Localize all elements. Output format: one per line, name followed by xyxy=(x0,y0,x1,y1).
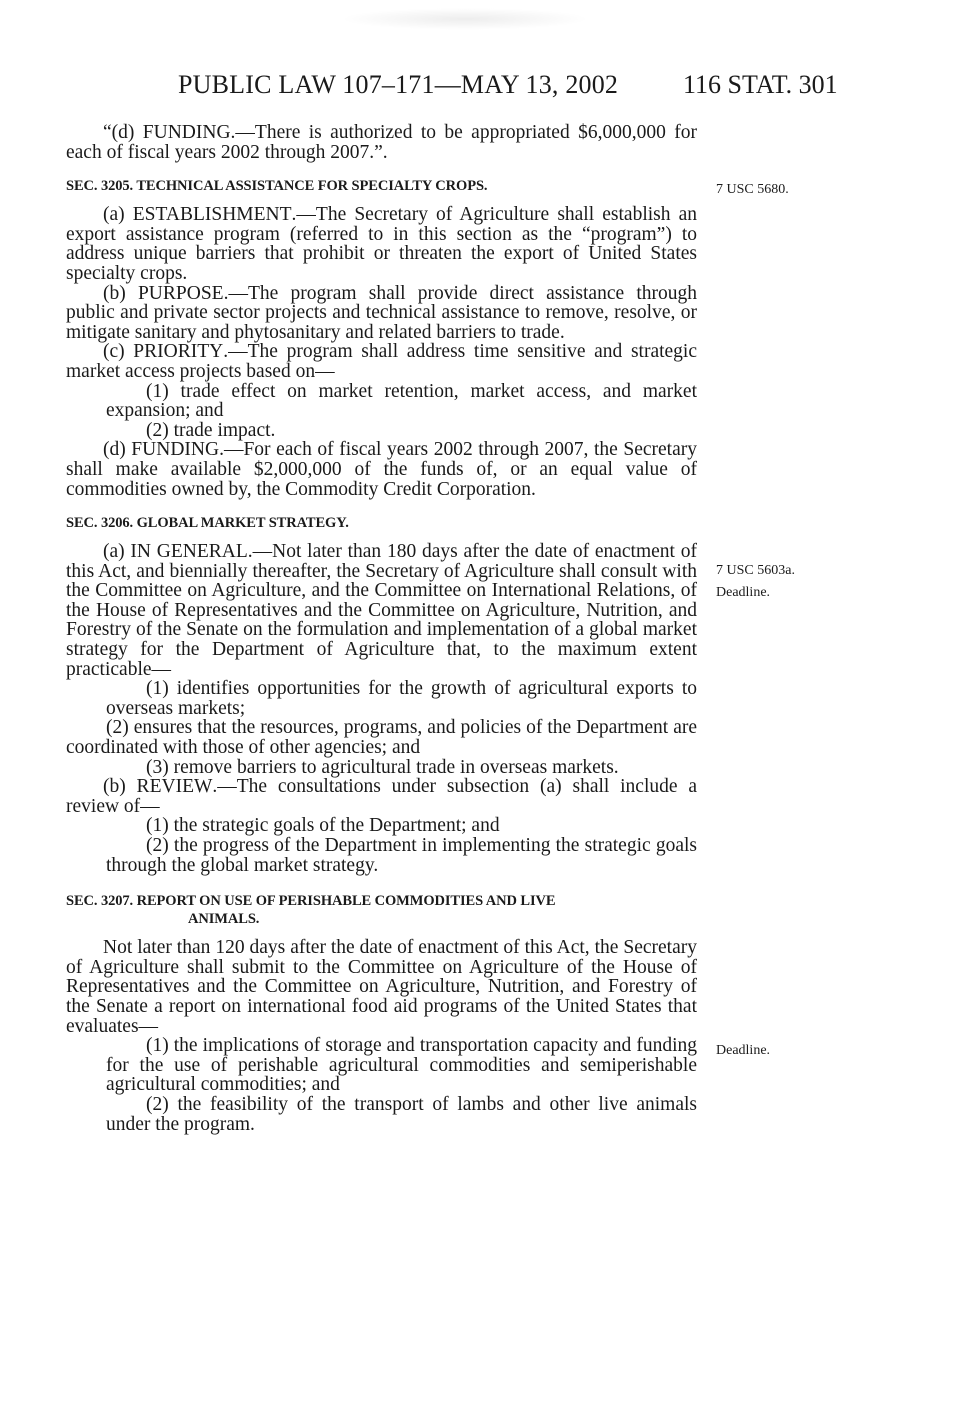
scan-smudge xyxy=(340,8,590,30)
section-heading-3206: SEC. 3206. GLOBAL MARKET STRATEGY. xyxy=(66,515,349,532)
margin-note-3206: 7 USC 5603a. xyxy=(716,563,795,578)
sec3205-priority-item-2: (2) trade impact. xyxy=(146,419,276,441)
deadline-note-3206: Deadline. xyxy=(716,585,771,600)
sec3206-in-general: (a) IN GENERAL.—Not later than 180 days after the date of enactment of this Act, and biennially thereafter, the Secretary of Agriculture shall consult with the Committee on Agriculture, and the Committee on International Relations, of the House of Representatives and the Committee on Agriculture, Nutrition, and Forestry of the Senate on the formulation and implementation of a global market strategy for the Department of Agriculture that, to the maximum extent practicable— xyxy=(66,541,697,680)
sec3207-item-2: (2) the feasibility of the transport of lambs and other live animals under the program. xyxy=(106,1093,697,1135)
section-heading-3205: SEC. 3205. TECHNICAL ASSISTANCE FOR SPECIALTY CROPS. xyxy=(66,178,488,195)
document-body xyxy=(66,123,697,1134)
section-heading-3207 xyxy=(66,892,697,928)
section-heading-3207-line2: ANIMALS. xyxy=(188,911,260,928)
margin-note-3205: 7 USC 5680. xyxy=(716,182,789,197)
sec3206-review-item-1: (1) the strategic goals of the Department; and xyxy=(146,815,500,837)
sec3207-item-1: (1) the implications of storage and transportation capacity and funding for the use of perishable agricultural commodities and semiperishable agricultural commodities; and xyxy=(106,1035,697,1096)
sec3205-priority: (c) PRIORITY.—The program shall address time sensitive and strategic market access projects based on— xyxy=(66,341,697,382)
sec3206-item-3: (3) remove barriers to agricultural trade in overseas markets. xyxy=(146,756,619,778)
section-heading-3207-line1: SEC. 3207. REPORT ON USE OF PERISHABLE COMMODITIES AND LIVE xyxy=(66,893,556,910)
sec3205-priority-item-1: (1) trade effect on market retention, market access, and market expansion; and xyxy=(106,380,697,422)
page-header-stat: 116 STAT. 301 xyxy=(683,70,838,99)
sec3207-text: Not later than 120 days after the date of enactment of this Act, the Secretary of Agriculture shall submit to the Committee on Agriculture of the House of Representatives and the Committee on Agriculture, Nutrition, and Forestry of the Senate a report on international food aid programs of the United States that evaluates— xyxy=(66,937,697,1037)
sec3205-funding: (d) FUNDING.—For each of fiscal years 2002 through 2007, the Secretary shall make available $2,000,000 of the funds of, or an equal value of commodities owned by, the Commodity Credit Corporation. xyxy=(66,439,697,500)
sec3206-item-1: (1) identifies opportunities for the growth of agricultural exports to overseas markets; xyxy=(106,678,697,719)
sec3205-establishment: (a) ESTABLISHMENT.—The Secretary of Agriculture shall establish an export assistance program (referred to in this section as the “program”) to address unique barriers that prohibit or threaten the export of United States specialty crops. xyxy=(66,204,697,284)
sec3206-review: (b) REVIEW.—The consultations under subsection (a) shall include a review of— xyxy=(66,776,698,817)
page-header-title: PUBLIC LAW 107–171—MAY 13, 2002 xyxy=(178,70,619,99)
prior-funding-paragraph: “(d) FUNDING.—There is authorized to be appropriated $6,000,000 for each of fiscal years 2002 through 2007.”. xyxy=(66,122,697,163)
sec3205-purpose: (b) PURPOSE.—The program shall provide direct assistance through public and private sector projects and technical assistance to remove, resolve, or mitigate sanitary and phytosanitary and related barriers to trade. xyxy=(66,282,697,343)
sec3206-item-2: (2) ensures that the resources, programs, and policies of the Department are coordinated with those of other agencies; and xyxy=(66,717,697,759)
sec3206-review-item-2: (2) the progress of the Department in implementing the strategic goals through the global market strategy. xyxy=(106,835,697,876)
deadline-note-3207: Deadline. xyxy=(716,1043,771,1058)
